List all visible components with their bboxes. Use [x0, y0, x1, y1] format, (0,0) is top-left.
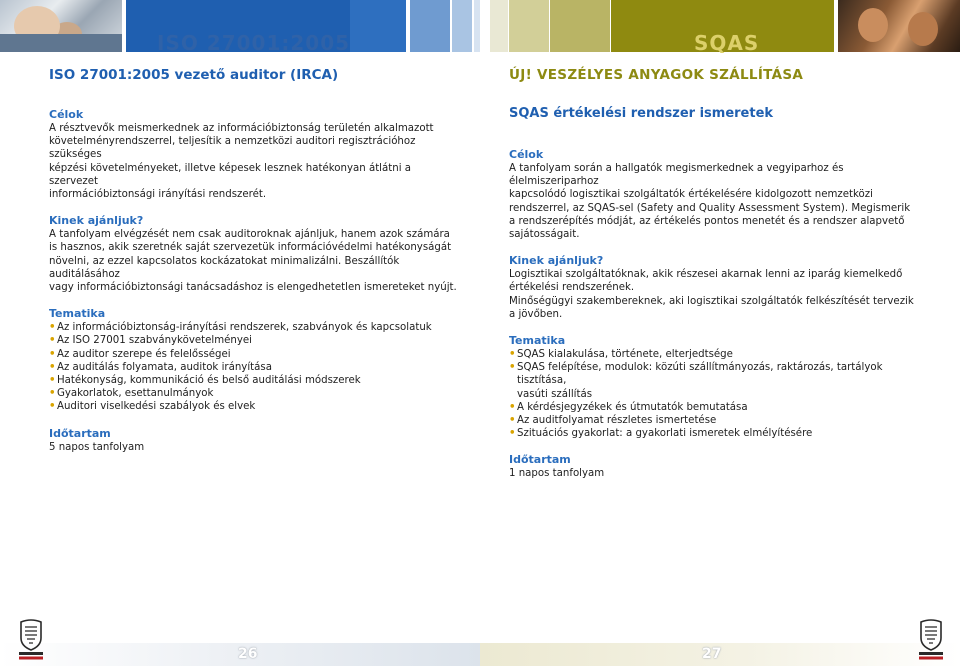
left-kinek-line: vagy információbiztonsági tanácsadáshoz is elengedhetetlen ismereteket nyújt. [49, 282, 457, 294]
spacer [509, 440, 929, 453]
list-item: • Az információbiztonság-irányítási rendszerek, szabványok és kapcsolatuk [49, 321, 459, 334]
list-item: • A kérdésjegyzékek és útmutatók bemutatása [509, 401, 929, 414]
right-subtitle: SQAS értékelési rendszer ismeretek [509, 106, 774, 121]
list-item: • SQAS kialakulása, története, elterjedtsége [509, 348, 929, 361]
left-kinek-line: A tanfolyam elvégzését nem csak auditoroknak ajánljuk, hanem azok számára [49, 229, 450, 241]
list-item: • Gyakorlatok, esettanulmányok [49, 387, 459, 400]
right-page-title: ÚJ! VESZÉLYES ANYAGOK SZÁLLÍTÁSA [509, 67, 804, 83]
right-celok-heading: Célok [509, 148, 544, 161]
right-idotartam-heading: Időtartam [509, 453, 571, 467]
right-kinek-line: Minőségügyi szakembereknek, aki logisztikai szolgáltatók felkészítését tervezik [509, 295, 914, 307]
banner-block-right-2 [509, 0, 549, 52]
spacer [49, 294, 459, 307]
right-tematika-heading: Tematika [509, 334, 566, 348]
right-kinek-text [509, 268, 929, 321]
list-item: • Az ISO 27001 szabványkövetelményei [49, 334, 459, 347]
page-number-right: 27 [702, 646, 722, 662]
list-item: • Az auditálás folyamata, auditok irányítása [49, 361, 459, 374]
list-item-continuation: vasúti szállítás [517, 388, 593, 400]
right-celok-line: kapcsolódó logisztikai szolgáltatók értékelésére kidolgozott nemzetközi [509, 189, 873, 201]
spacer [509, 321, 929, 334]
bureau-veritas-logo-icon [18, 618, 44, 660]
banner-block-left-4 [452, 0, 472, 52]
left-kinek-line: növelni, az ezzel kapcsolatos kockázatokat minimalizálni. Beszállítók auditálásához [49, 255, 400, 280]
left-page-title: ISO 27001:2005 vezető auditor (IRCA) [49, 67, 339, 83]
bureau-veritas-logo-icon [918, 618, 944, 660]
list-item: • Hatékonyság, kommunikáció és belső auditálási módszerek [49, 374, 459, 387]
right-celok-line: A tanfolyam során a hallgatók megismerkednek a vegyiparhoz és élelmiszeriparhoz [509, 163, 844, 188]
right-kinek-line: értékelési rendszerének. [509, 282, 635, 294]
list-item [509, 361, 929, 401]
left-celok-line: információbiztonsági irányítási rendszerét. [49, 189, 267, 201]
banner-photo-left [0, 0, 122, 52]
left-kinek-line: is hasznos, akik szeretnék saját szervezetük információvédelmi hatékonyságát [49, 242, 452, 254]
right-idotartam-value: 1 napos tanfolyam [509, 468, 605, 480]
list-item: • Szituációs gyakorlat: a gyakorlati ismeretek elmélyítésére [509, 427, 929, 440]
right-kinek-line: a jövőben. [509, 308, 563, 320]
banner-block-right-1 [490, 0, 508, 52]
left-celok-line: A résztvevők meismerkednek az információbiztonság területén alkalmazott [49, 123, 434, 134]
banner-block-left-2 [350, 0, 406, 52]
top-banner [0, 0, 960, 55]
right-tematika-list [509, 348, 929, 440]
right-celok-line: sajátosságait. [509, 229, 580, 241]
list-item: • Az auditfolyamat részletes ismertetése [509, 414, 929, 427]
left-tematika-list [49, 321, 459, 413]
banner-block-left-3 [410, 0, 450, 52]
left-tematika-heading: Tematika [49, 307, 106, 321]
right-kinek-heading: Kinek ajánljuk? [509, 254, 604, 268]
banner-photo-right [838, 0, 960, 52]
right-celok-line: a rendszerépítés módját, az értékelés pontos menetét és a rendszer alapvető [509, 215, 905, 227]
spacer [509, 241, 929, 254]
right-celok-line: rendszerrel, az SQAS-sel (Safety and Quality Assessment System). Megismerik [509, 202, 911, 214]
list-item: • Auditori viselkedési szabályok és elvek [49, 400, 459, 413]
spacer [49, 414, 459, 427]
list-item: • Az auditor szerepe és felelősségei [49, 348, 459, 361]
banner-title-right: SQAS [694, 31, 760, 55]
page-number-left: 26 [238, 646, 258, 662]
left-kinek-text [49, 228, 459, 294]
left-kinek-heading: Kinek ajánljuk? [49, 214, 144, 228]
left-idotartam-value: 5 napos tanfolyam [49, 441, 145, 453]
left-celok-line: képzési követelményeket, illetve képesek lesznek hatékonyan átlátni a szervezet [49, 162, 412, 187]
banner-block-left-5 [474, 0, 480, 52]
right-celok-text [509, 162, 929, 241]
left-idotartam-heading: Időtartam [49, 426, 111, 440]
right-content [509, 148, 929, 481]
right-kinek-line: Logisztikai szolgáltatóknak, akik részesei akarnak lenni az iparág kiemelkedő [509, 269, 903, 281]
banner-title-left: ISO 27001:2005 [157, 31, 351, 55]
left-content [49, 108, 459, 454]
list-item-text: SQAS felépítése, modulok: közúti szállítmányozás, raktározás, tartályok tisztítása, [517, 362, 883, 387]
spacer [49, 201, 459, 214]
left-celok-heading: Célok [49, 108, 84, 121]
left-celok-text [49, 122, 459, 201]
left-celok-line: követelményrendszerrel, teljesítik a nemzetközi auditori regisztrációhoz szükséges [49, 136, 416, 161]
banner-block-right-3 [550, 0, 610, 52]
